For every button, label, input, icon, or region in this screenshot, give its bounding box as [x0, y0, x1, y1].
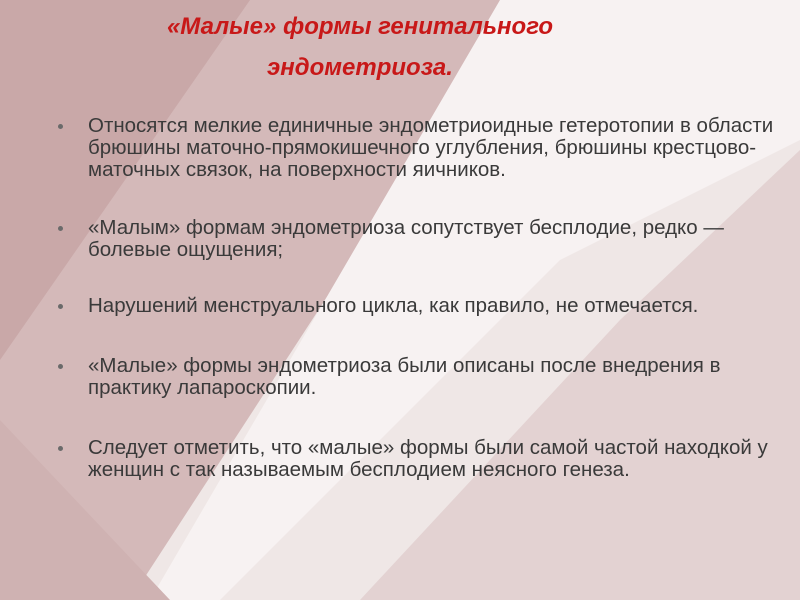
bullet-text: Относятся мелкие единичные эндометриоидные гетеротопии в области брюшины маточно-прямокишечного углубления, брюшины крестцово-маточных связок, на поверхности яичников.	[88, 114, 774, 181]
bullet-text: «Малым» формам эндометриоза сопутствует бесплодие, редко — болевые ощущения;	[88, 216, 724, 261]
bullet-item	[58, 355, 788, 399]
bullet-item	[58, 437, 788, 481]
bullet-text: Нарушений менструального цикла, как правило, не отмечается.	[88, 294, 699, 317]
bullet-dot-icon	[58, 226, 63, 231]
bullet-item	[58, 295, 788, 317]
bullet-dot-icon	[58, 304, 63, 309]
bullet-text: «Малые» формы эндометриоза были описаны после внедрения в практику лапароскопии.	[88, 354, 721, 399]
bullet-item	[58, 217, 788, 261]
bullet-dot-icon	[58, 446, 63, 451]
bullet-list	[58, 115, 788, 517]
bullet-text: Следует отметить, что «малые» формы были самой частой находкой у женщин с так называемым бесплодием неясного генеза.	[88, 436, 768, 481]
slide-title: «Малые» формы генитального эндометриоза.	[166, 13, 554, 81]
bullet-dot-icon	[58, 364, 63, 369]
bullet-item	[58, 115, 788, 181]
bullet-dot-icon	[58, 124, 63, 129]
